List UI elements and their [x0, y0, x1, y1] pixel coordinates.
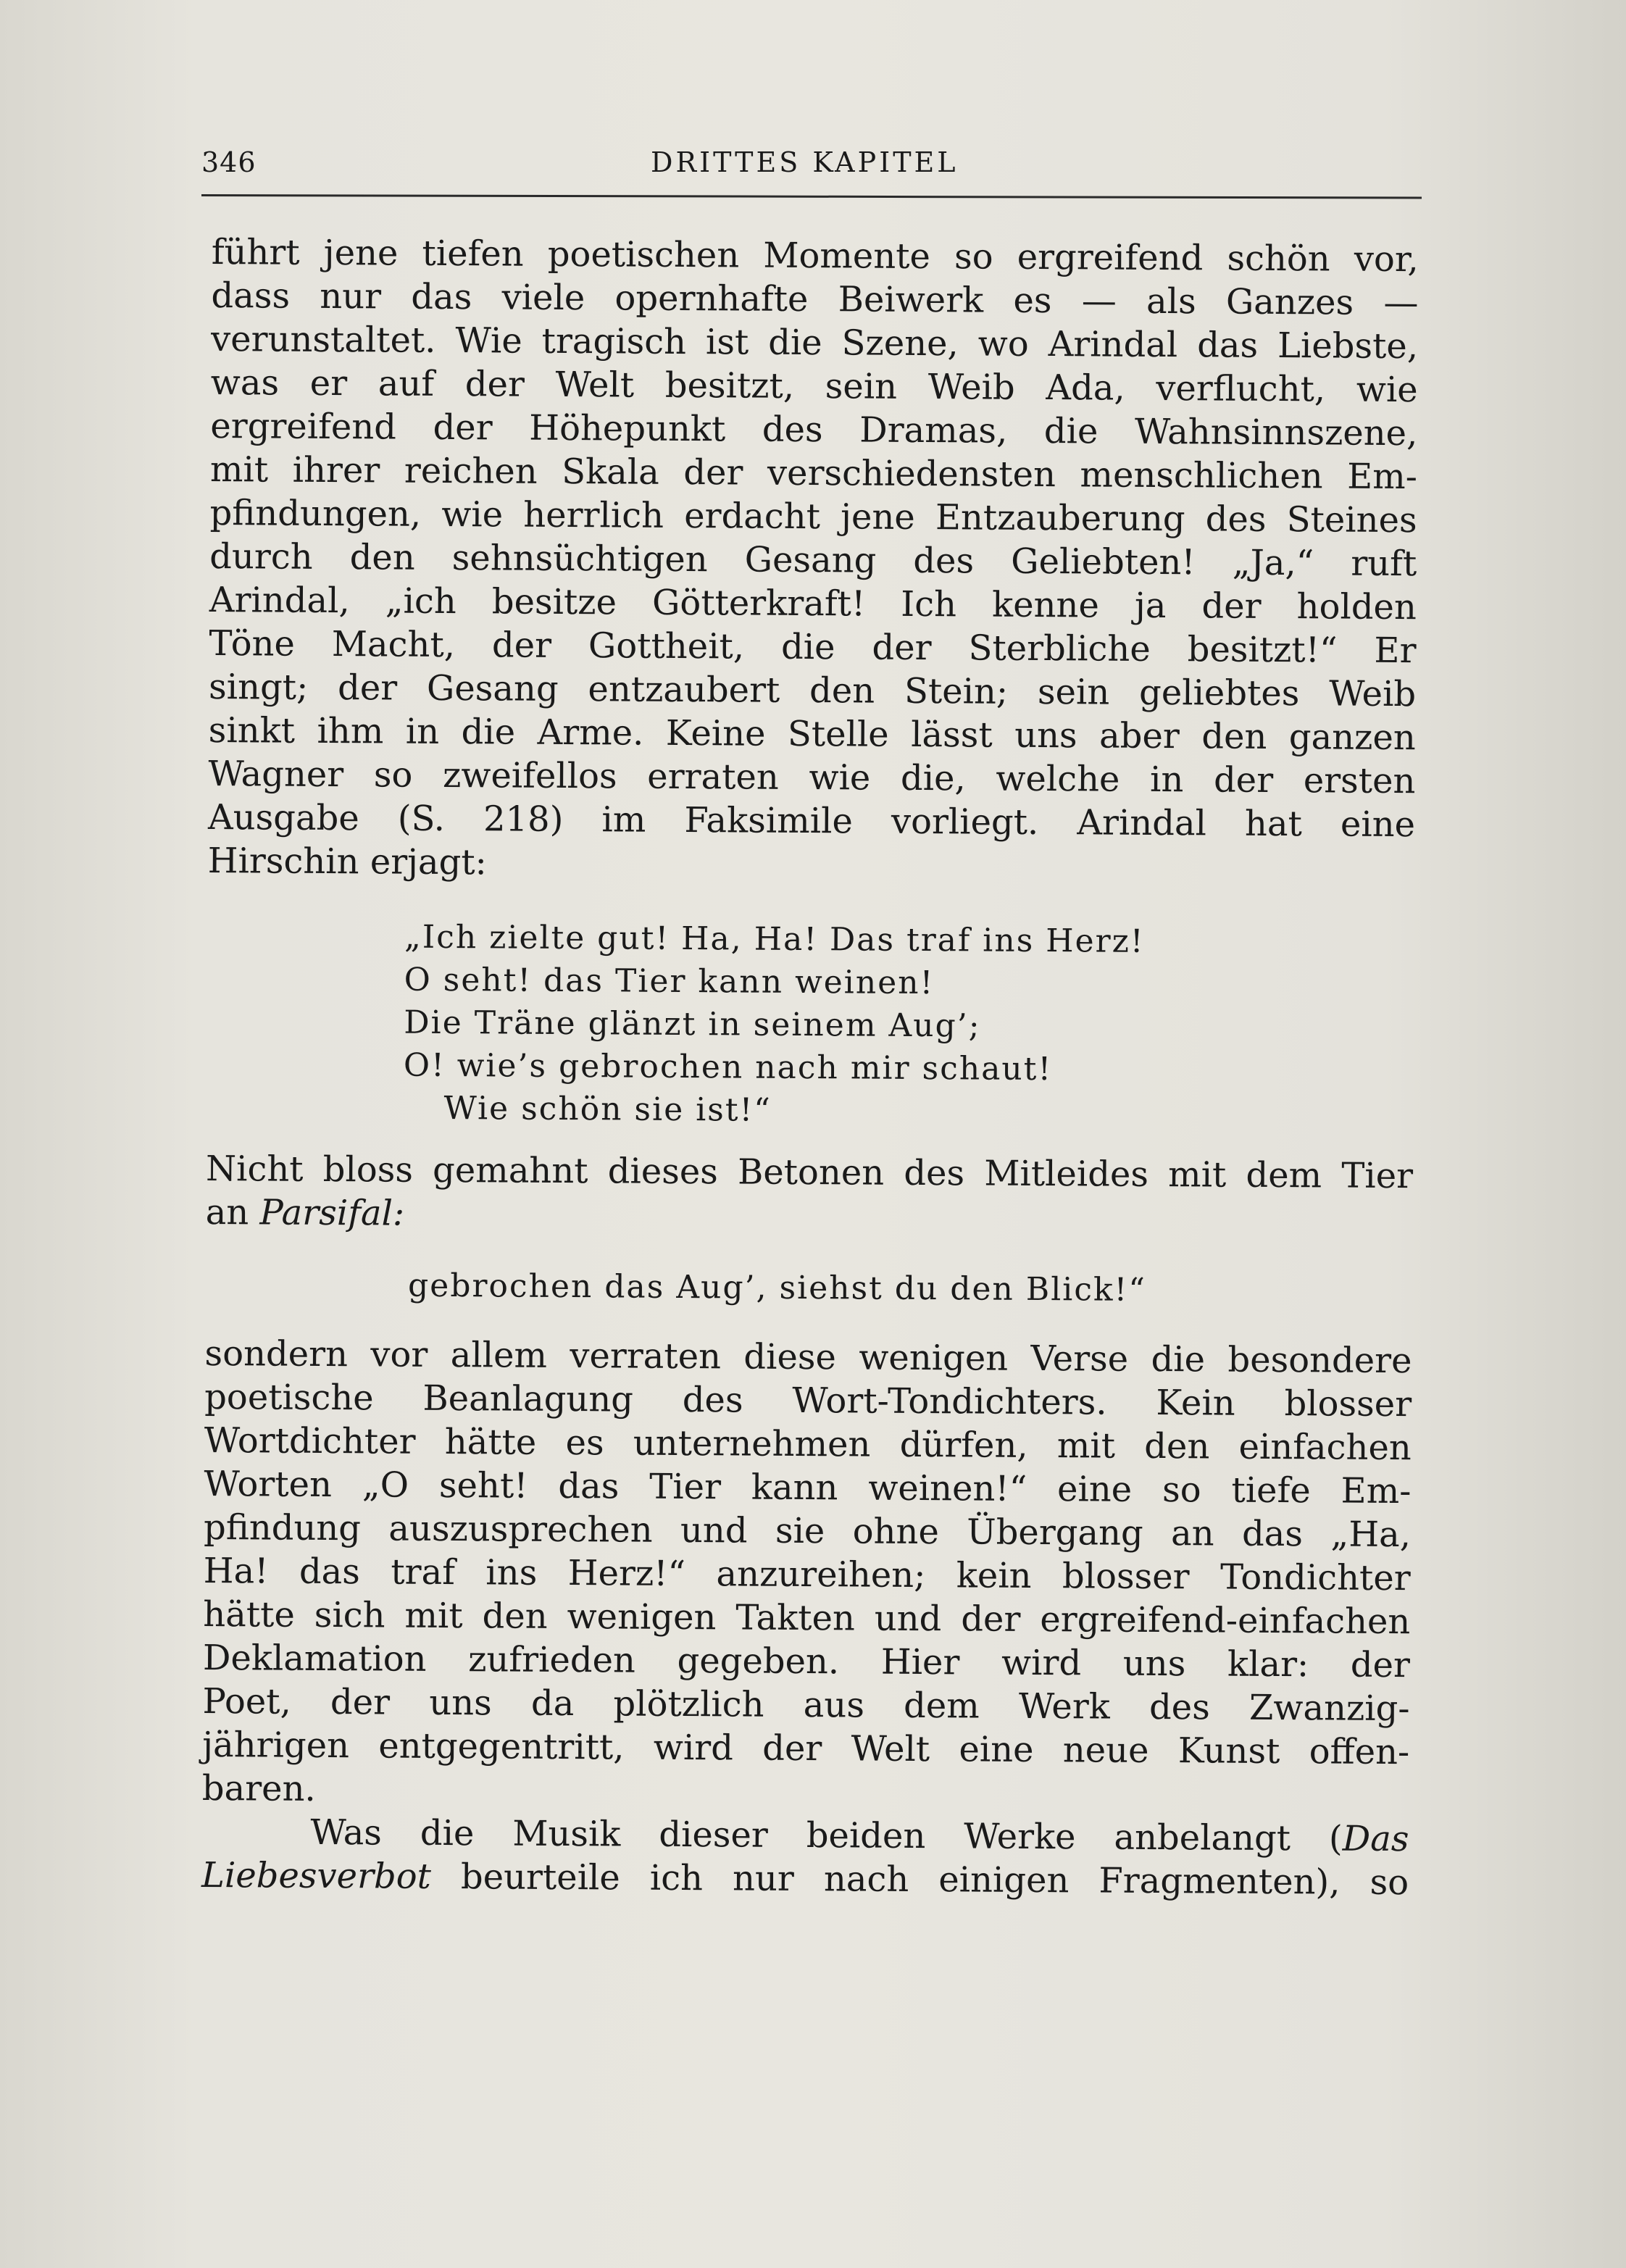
text-line [201, 1854, 1409, 1904]
text-line: poetische Beanlagung des Wort-Tondichters. Kein blosser [204, 1376, 1412, 1425]
text-line: pfindung auszusprechen und sie ohne Übergang an das „Ha, [203, 1506, 1412, 1556]
text-line: Ausgabe (S. 218) im Faksimile vorliegt. Arindal hat eine [207, 796, 1416, 846]
text-line: ergreifend der Höhepunkt des Dramas, die Wahnsinnszene, [210, 405, 1418, 454]
text-line: sinkt ihm in die Arme. Keine Stelle lässt uns aber den ganzen [208, 709, 1416, 759]
paragraph-4 [201, 1810, 1409, 1904]
text-line: was er auf der Welt besitzt, sein Weib Ada, verflucht, wie [210, 362, 1418, 411]
page-header [201, 143, 1422, 187]
text-line: baren. [201, 1767, 316, 1809]
text-fragment: an [205, 1191, 249, 1233]
body-text [201, 230, 1419, 1904]
paragraph-3 [202, 1332, 1412, 1817]
text-line: Wagner so zweifellos erraten wie die, welche in der ersten [208, 753, 1416, 802]
text-line: Ha! das traf ins Herz!“ anzureihen; kein blosser Tondichter [203, 1550, 1411, 1599]
text-line: Hirschin erjagt: [207, 840, 488, 883]
text-line: durch den sehnsüchtigen Gesang des Geliebten! „Ja,“ ruft [209, 535, 1417, 585]
text-line [206, 1191, 1413, 1241]
verse-quotation [206, 914, 1414, 1135]
text-line: singt; der Gesang entzaubert den Stein; sein geliebtes Weib [208, 666, 1417, 715]
paragraph-1 [208, 230, 1419, 890]
work-title-liebesverbot: Liebesverbot [201, 1854, 432, 1897]
text-line: Wortdichter hätte es unternehmen dürfen, mit den einfachen [204, 1419, 1412, 1469]
verse-line: O! wie’s gebrochen nach mir schaut! [403, 1046, 1053, 1088]
text-line: verunstaltet. Wie tragisch ist die Szene, wo Arindal das Liebste, [210, 318, 1419, 367]
text-line: Poet, der uns da plötzlich aus dem Werk des Zwanzig- [202, 1680, 1410, 1730]
parsifal-quotation: gebrochen das Aug’, siehst du den Blick!“ [407, 1267, 1146, 1309]
text-line [201, 1810, 1409, 1861]
verse-line: Die Träne glänzt in seinem Aug’; [404, 1004, 981, 1045]
header-rule [201, 194, 1422, 199]
text-line: hätte sich mit den wenigen Takten und der ergreifend-einfachen [203, 1593, 1411, 1643]
page-number: 346 [201, 146, 257, 178]
work-title-das: Das [1342, 1818, 1409, 1860]
work-title-parsifal: Parsifal: [259, 1192, 405, 1234]
text-line: Nicht bloss gemahnt dieses Betonen des Mitleides mit dem Tier [205, 1148, 1414, 1197]
text-fragment: Was die Musik dieser beiden Werke anbelangt ( [310, 1812, 1343, 1859]
text-line: Worten „O seht! das Tier kann weinen!“ eine so tiefe Em- [204, 1463, 1412, 1512]
text-line: führt jene tiefen poetischen Momente so ergreifend schön vor, [211, 231, 1419, 280]
running-head: DRITTES KAPITEL [651, 146, 959, 178]
verse-line: „Ich zielte gut! Ha, Ha! Das traf ins Herz! [404, 918, 1145, 960]
text-line: Arindal, „ich besitze Götterkraft! Ich kenne ja der holden [209, 579, 1417, 628]
text-line: Deklamation zufrieden gegeben. Hier wird uns klar: der [202, 1637, 1411, 1686]
text-line: pfindungen, wie herrlich erdacht jene Entzauberung des Steines [209, 492, 1417, 541]
text-line: jährigen entgegentritt, wird der Welt eine neue Kunst offen- [202, 1724, 1410, 1773]
text-fragment: beurteile ich nur nach einigen Fragmenten), so [430, 1856, 1409, 1904]
verse-line: Wie schön sie ist!“ [443, 1089, 772, 1129]
paragraph-2 [206, 1147, 1414, 1241]
verse-line: O seht! das Tier kann weinen! [404, 961, 935, 1002]
text-line: sondern vor allem verraten diese wenigen Verse die besondere [204, 1333, 1412, 1382]
text-line: mit ihrer reichen Skala der verschiedensten menschlichen Em- [209, 449, 1418, 498]
text-line: Töne Macht, der Gottheit, die der Sterbliche besitzt!“ Er [209, 622, 1417, 672]
text-line: dass nur das viele opernhafte Beiwerk es — als Ganzes — [211, 275, 1419, 324]
